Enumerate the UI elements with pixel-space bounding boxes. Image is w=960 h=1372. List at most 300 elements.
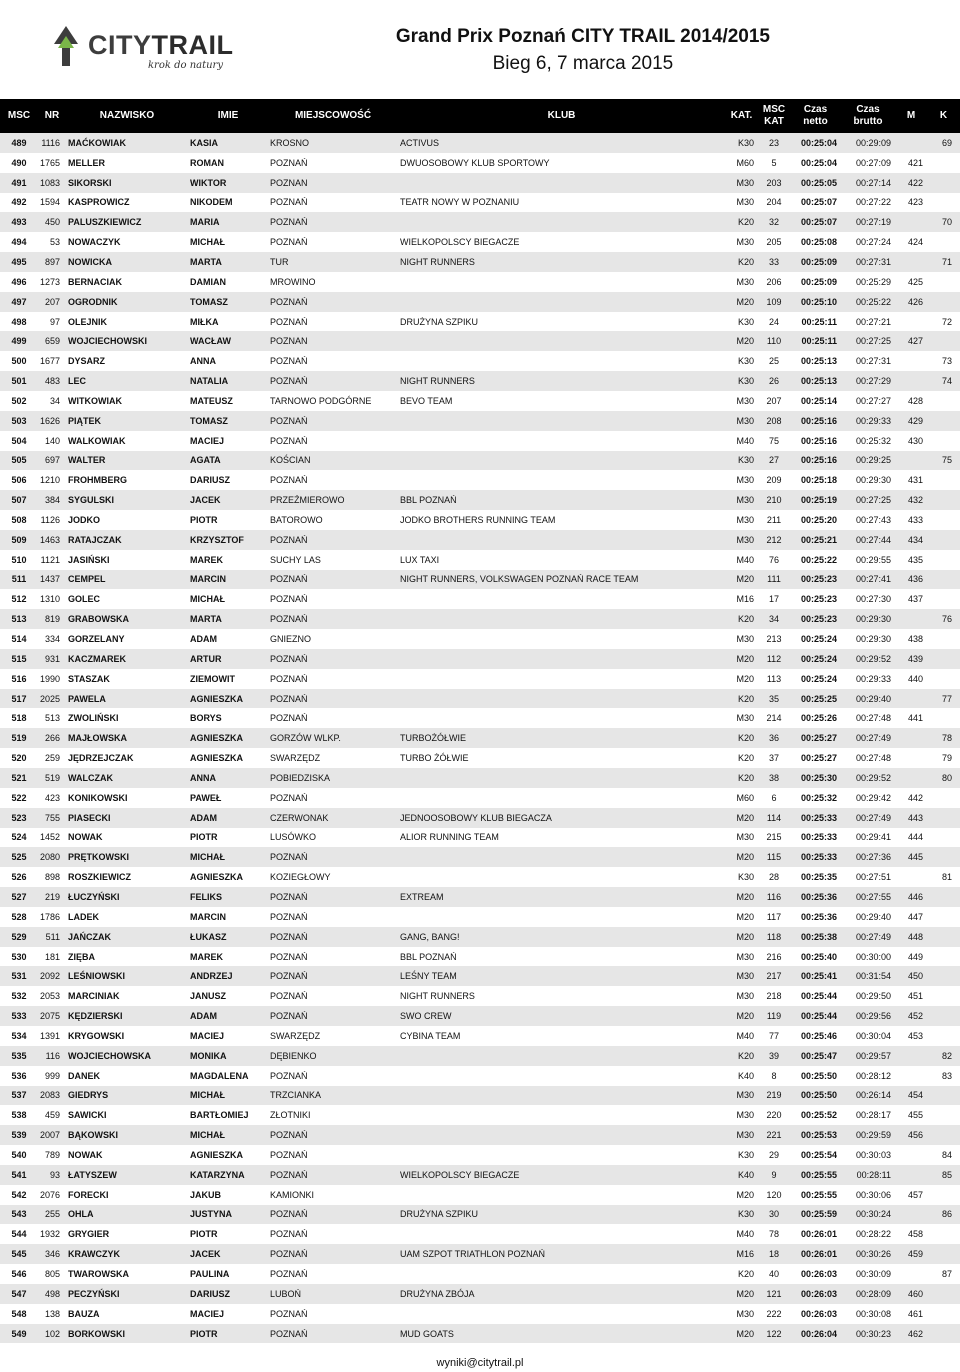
cell-bib-number: 931: [44, 653, 60, 664]
cell-gross-time: 00:29:41: [855, 832, 891, 843]
cell-surname: JODKO: [68, 514, 101, 525]
cell-category-place: 9: [771, 1169, 777, 1180]
cell-club: LEŚNY TEAM: [400, 971, 457, 982]
table-row: [0, 609, 960, 629]
cell-city: POZNAŃ: [270, 1209, 308, 1220]
cell-club: GANG, BANG!: [400, 931, 460, 942]
cell-male-place: 426: [907, 296, 923, 307]
cell-bib-number: 1126: [40, 514, 60, 525]
table-row: [0, 550, 960, 570]
cell-bib-number: 1452: [40, 832, 61, 843]
table-row: [0, 788, 960, 808]
cell-surname: WITKOWIAK: [68, 395, 122, 406]
cell-male-place: 422: [907, 177, 923, 188]
cell-category: K30: [737, 356, 754, 367]
cell-category: M30: [736, 514, 754, 525]
cell-category: M20: [736, 1328, 754, 1339]
cell-net-time: 00:25:41: [800, 971, 837, 982]
cell-gross-time: 00:27:49: [855, 931, 891, 942]
cell-club: [398, 847, 725, 867]
cell-surname: RATAJCZAK: [68, 534, 122, 545]
cell-club: ALIOR RUNNING TEAM: [400, 832, 499, 843]
cell-female-place: [927, 510, 960, 530]
table-header-row: [0, 99, 960, 133]
cell-net-time: 00:26:03: [800, 1288, 837, 1299]
cell-category: M60: [736, 157, 754, 168]
cell-surname: NOWICKA: [68, 256, 112, 267]
cell-surname: OGRODNIK: [68, 296, 118, 307]
cell-club: NIGHT RUNNERS: [400, 256, 475, 267]
cell-net-time: 00:25:14: [800, 395, 837, 406]
cell-category: M20: [736, 1011, 754, 1022]
cell-surname: KRAWCZYK: [68, 1249, 120, 1260]
cell-male-place: 448: [907, 931, 923, 942]
cell-club: MUD GOATS: [400, 1328, 454, 1339]
results-table: [0, 99, 960, 1343]
cell-male-place: 445: [907, 852, 923, 863]
cell-place: 499: [11, 336, 27, 347]
cell-first-name: MARTA: [190, 614, 222, 625]
cell-net-time: 00:25:36: [800, 891, 837, 902]
cell-category-place: 117: [766, 911, 782, 922]
cell-city: POZNAŃ: [270, 534, 308, 545]
cell-place: 507: [11, 495, 27, 506]
cell-city: SWARZĘDZ: [270, 1030, 321, 1041]
cell-club: [398, 1086, 725, 1106]
cell-first-name: MICHAŁ: [190, 1090, 225, 1101]
cell-bib-number: 513: [44, 713, 60, 724]
cell-category: K30: [737, 376, 754, 387]
cell-category: M20: [736, 296, 754, 307]
table-row: [0, 292, 960, 312]
cell-category-place: 222: [766, 1308, 782, 1319]
cell-female-place: [927, 331, 960, 351]
cell-category-place: 5: [771, 157, 777, 168]
cell-bib-number: 511: [45, 931, 60, 942]
cell-category-place: 115: [766, 852, 782, 863]
cell-city: GNIEZNO: [270, 634, 312, 645]
cell-male-place: 430: [907, 435, 923, 446]
table-row: [0, 1284, 960, 1304]
cell-female-place: [927, 153, 960, 173]
cell-category-place: 214: [766, 713, 782, 724]
cell-category: M30: [736, 971, 754, 982]
cell-surname: PECZYŃSKI: [68, 1288, 120, 1299]
cell-category: M40: [736, 435, 754, 446]
cell-category-place: 23: [768, 137, 779, 148]
cell-bib-number: 93: [49, 1169, 60, 1180]
cell-gross-time: 00:27:25: [855, 495, 891, 506]
cell-male-place: [895, 1066, 927, 1086]
cell-surname: WOJCIECHOWSKI: [68, 336, 148, 347]
cell-surname: ROSZKIEWICZ: [68, 872, 131, 883]
cell-male-place: 460: [907, 1288, 923, 1299]
cell-bib-number: 1391: [40, 1030, 61, 1041]
cell-surname: GIEDRYS: [68, 1090, 109, 1101]
logo-city: CITY: [88, 30, 152, 60]
cell-place: 546: [11, 1269, 27, 1280]
cell-surname: KĘDZIERSKI: [68, 1011, 123, 1022]
table-row: [0, 708, 960, 728]
logo-tagline: krok do natury: [148, 60, 223, 71]
cell-male-place: 424: [907, 237, 923, 248]
cell-first-name: MARTA: [190, 256, 222, 267]
cell-club: [398, 212, 725, 232]
table-row: [0, 669, 960, 689]
cell-place: 490: [11, 157, 27, 168]
cell-city: POZNAŃ: [270, 614, 308, 625]
cell-female-place: [927, 570, 960, 590]
cell-city: POZNAŃ: [270, 693, 308, 704]
cell-place: 537: [11, 1090, 27, 1101]
cell-male-place: [895, 1264, 927, 1284]
logo-wordmark: [88, 30, 234, 61]
cell-bib-number: 697: [44, 455, 60, 466]
cell-male-place: 441: [907, 713, 923, 724]
cell-net-time: 00:25:33: [800, 832, 837, 843]
cell-first-name: JAKUB: [190, 1189, 222, 1200]
cell-female-place: [927, 808, 960, 828]
cell-first-name: PIOTR: [190, 832, 218, 843]
cell-female-place: [927, 411, 960, 431]
cell-club: [398, 431, 725, 451]
cell-city: POZNAŃ: [270, 991, 308, 1002]
cell-male-place: [895, 212, 927, 232]
table-row: [0, 1264, 960, 1284]
cell-category: M30: [736, 713, 754, 724]
cell-gross-time: 00:29:25: [855, 455, 891, 466]
cell-male-place: [895, 689, 927, 709]
cell-bib-number: 1083: [40, 177, 61, 188]
cell-category: M60: [736, 792, 754, 803]
cell-city: POZNAŃ: [270, 435, 308, 446]
cell-gross-time: 00:27:21: [855, 316, 891, 327]
cell-female-place: [927, 947, 960, 967]
cell-category: K30: [737, 1209, 754, 1220]
cell-female-place: 78: [941, 733, 952, 744]
cell-place: 526: [11, 872, 27, 883]
cell-city: TRZCIANKA: [270, 1090, 322, 1101]
cell-first-name: DARIUSZ: [190, 1288, 230, 1299]
table-row: [0, 689, 960, 709]
cell-gross-time: 00:26:14: [855, 1090, 891, 1101]
cell-city: POZNAŃ: [270, 1229, 308, 1240]
cell-category-place: 40: [768, 1269, 779, 1280]
cell-place: 518: [11, 713, 27, 724]
table-row: [0, 371, 960, 391]
cell-first-name: ADAM: [190, 812, 217, 823]
cell-club: DRUŻYNA SZPIKU: [400, 1209, 479, 1220]
col-brutto-line2: brutto: [853, 116, 883, 127]
cell-first-name: AGNIESZKA: [190, 1149, 244, 1160]
cell-place: 530: [11, 951, 27, 962]
cell-bib-number: 2080: [40, 852, 61, 863]
cell-gross-time: 00:29:30: [855, 614, 891, 625]
cell-category-place: 29: [768, 1149, 779, 1160]
cell-gross-time: 00:25:22: [855, 296, 891, 307]
cell-category-place: 109: [766, 296, 782, 307]
cell-gross-time: 00:30:03: [855, 1149, 891, 1160]
cell-city: POZNAŃ: [270, 1130, 308, 1141]
cell-surname: PAWELA: [68, 693, 106, 704]
table-row: [0, 1125, 960, 1145]
cell-category-place: 112: [766, 653, 782, 664]
cell-club: [398, 292, 725, 312]
cell-first-name: DARIUSZ: [190, 475, 230, 486]
cell-place: 534: [11, 1030, 27, 1041]
cell-category-place: 216: [766, 951, 782, 962]
cell-female-place: 80: [941, 772, 952, 783]
cell-category: K30: [737, 1149, 754, 1160]
cell-category-place: 6: [771, 792, 777, 803]
cell-male-place: 438: [907, 634, 923, 645]
cell-female-place: [927, 649, 960, 669]
cell-first-name: PIOTR: [190, 1328, 218, 1339]
cell-club: DWUOSOBOWY KLUB SPORTOWY: [400, 157, 550, 168]
cell-city: POZNAN: [270, 177, 308, 188]
cell-category: M40: [736, 554, 754, 565]
cell-city: MROWINO: [270, 276, 316, 287]
cell-surname: MAJŁOWSKA: [68, 733, 127, 744]
cell-category-place: 30: [768, 1209, 779, 1220]
cell-net-time: 00:25:08: [800, 237, 837, 248]
cell-surname: JAŃCZAK: [68, 931, 112, 942]
cell-surname: BERNACIAK: [68, 276, 122, 287]
cell-club: [398, 351, 725, 371]
cell-category: M30: [736, 237, 754, 248]
cell-category-place: 204: [766, 197, 782, 208]
cell-net-time: 00:26:04: [800, 1328, 837, 1339]
cell-city: TARNOWO PODGÓRNE: [270, 395, 372, 406]
cell-male-place: 450: [907, 971, 923, 982]
cell-club: CYBINA TEAM: [400, 1030, 461, 1041]
cell-club: [398, 173, 725, 193]
table-row: [0, 470, 960, 490]
table-row: [0, 589, 960, 609]
cell-net-time: 00:25:24: [800, 653, 837, 664]
cell-bib-number: 53: [49, 237, 60, 248]
cell-place: 505: [11, 455, 27, 466]
cell-city: POZNAŃ: [270, 1070, 308, 1081]
cell-category-place: 113: [766, 673, 782, 684]
cell-first-name: PAULINA: [190, 1269, 230, 1280]
cell-city: POZNAŃ: [270, 316, 308, 327]
cell-gross-time: 00:29:40: [855, 693, 891, 704]
cell-gross-time: 00:29:55: [855, 554, 891, 565]
cell-female-place: [927, 1185, 960, 1205]
cell-female-place: [927, 986, 960, 1006]
cell-net-time: 00:25:33: [800, 812, 837, 823]
table-row: [0, 1105, 960, 1125]
cell-net-time: 00:25:50: [800, 1070, 837, 1081]
cell-club: [398, 609, 725, 629]
cell-bib-number: 805: [44, 1269, 60, 1280]
table-row: [0, 927, 960, 947]
cell-male-place: [895, 451, 927, 471]
cell-category: M20: [736, 673, 754, 684]
cell-male-place: 427: [907, 336, 923, 347]
cell-first-name: KASIA: [190, 137, 219, 148]
col-imie: IMIE: [217, 110, 239, 121]
cell-female-place: [927, 1125, 960, 1145]
cell-gross-time: 00:27:48: [855, 753, 891, 764]
table-row: [0, 966, 960, 986]
cell-club: [398, 331, 725, 351]
table-row: [0, 649, 960, 669]
cell-net-time: 00:25:13: [800, 376, 837, 387]
cell-net-time: 00:25:23: [800, 614, 837, 625]
cell-net-time: 00:25:52: [800, 1110, 837, 1121]
cell-category: K40: [737, 1070, 754, 1081]
cell-club: [398, 1046, 725, 1066]
cell-city: KROSNO: [270, 137, 310, 148]
page-title: Grand Prix Poznań CITY TRAIL 2014/2015: [395, 26, 770, 47]
cell-bib-number: 138: [44, 1308, 60, 1319]
cell-surname: ZWOLIŃSKI: [68, 713, 119, 724]
cell-place: 525: [11, 852, 27, 863]
cell-category-place: 219: [766, 1090, 782, 1101]
col-kat: KAT.: [730, 110, 753, 121]
cell-category: K20: [737, 693, 754, 704]
cell-category-place: 122: [766, 1328, 782, 1339]
cell-gross-time: 00:29:42: [855, 792, 891, 803]
cell-club: WIELKOPOLSCY BIEGACZE: [400, 1169, 520, 1180]
cell-bib-number: 102: [44, 1328, 60, 1339]
cell-bib-number: 1121: [40, 554, 60, 565]
cell-place: 539: [11, 1130, 27, 1141]
cell-bib-number: 999: [44, 1070, 60, 1081]
table-row: [0, 1205, 960, 1225]
cell-surname: SAWICKI: [68, 1110, 107, 1121]
cell-category-place: 118: [766, 931, 782, 942]
cell-category: M30: [736, 991, 754, 1002]
cell-male-place: [895, 252, 927, 272]
cell-club: TURBOŻÓŁWIE: [400, 733, 467, 744]
city-trail-logo: [48, 20, 248, 76]
cell-female-place: [927, 530, 960, 550]
cell-place: 516: [11, 673, 27, 684]
cell-first-name: MACIEJ: [190, 1030, 225, 1041]
cell-gross-time: 00:27:22: [855, 197, 891, 208]
cell-first-name: ZIEMOWIT: [190, 673, 235, 684]
cell-place: 548: [11, 1308, 27, 1319]
cell-category-place: 32: [768, 217, 779, 228]
cell-place: 512: [11, 594, 27, 605]
cell-place: 529: [11, 931, 27, 942]
table-row: [0, 510, 960, 530]
cell-net-time: 00:25:26: [800, 713, 837, 724]
col-msc-kat: [758, 99, 790, 133]
cell-female-place: [927, 1304, 960, 1324]
cell-surname: NOWACZYK: [68, 237, 121, 248]
cell-surname: ŁUCZYŃSKI: [68, 891, 120, 902]
cell-first-name: NATALIA: [190, 376, 229, 387]
cell-male-place: 429: [907, 415, 923, 426]
cell-male-place: [895, 867, 927, 887]
table-row: [0, 1046, 960, 1066]
cell-club: [398, 1224, 725, 1244]
table-row: [0, 411, 960, 431]
cell-first-name: ANNA: [190, 772, 216, 783]
cell-surname: LADEK: [68, 911, 99, 922]
table-row: [0, 1006, 960, 1026]
cell-surname: PALUSZKIEWICZ: [68, 217, 142, 228]
cell-category-place: 120: [766, 1189, 782, 1200]
cell-bib-number: 2025: [40, 693, 61, 704]
cell-category: M30: [736, 475, 754, 486]
cell-first-name: TOMASZ: [190, 415, 228, 426]
cell-city: LUBOŃ: [270, 1288, 302, 1299]
cell-first-name: FELIKS: [190, 891, 223, 902]
cell-place: 510: [11, 554, 27, 565]
cell-first-name: WACŁAW: [190, 336, 231, 347]
cell-surname: BORKOWSKI: [68, 1328, 125, 1339]
cell-first-name: JUSTYNA: [190, 1209, 233, 1220]
cell-city: POZNAŃ: [270, 197, 308, 208]
cell-first-name: PIOTR: [190, 1229, 218, 1240]
col-czas-netto: [790, 99, 841, 133]
cell-surname: KACZMAREK: [68, 653, 126, 664]
cell-surname: PIASECKI: [68, 812, 111, 823]
cell-male-place: [895, 1145, 927, 1165]
cell-category: M16: [736, 1249, 754, 1260]
cell-category: M20: [736, 1288, 754, 1299]
cell-gross-time: 00:29:30: [855, 634, 891, 645]
cell-male-place: 443: [907, 812, 923, 823]
cell-club: BEVO TEAM: [400, 395, 453, 406]
cell-place: 498: [11, 316, 27, 327]
cell-net-time: 00:26:01: [800, 1229, 837, 1240]
cell-category: M30: [736, 1308, 754, 1319]
cell-net-time: 00:25:27: [800, 733, 837, 744]
cell-surname: SYGULSKI: [68, 495, 115, 506]
cell-male-place: 435: [907, 554, 923, 565]
cell-club: EXTREAM: [400, 891, 444, 902]
cell-first-name: DAMIAN: [190, 276, 226, 287]
cell-bib-number: 2007: [40, 1130, 61, 1141]
cell-city: KAMIONKI: [270, 1189, 315, 1200]
cell-first-name: MARIA: [190, 217, 220, 228]
table-row: [0, 847, 960, 867]
cell-category: M30: [736, 534, 754, 545]
cell-category-place: 205: [766, 237, 782, 248]
table-row: [0, 768, 960, 788]
cell-place: 533: [11, 1011, 27, 1022]
cell-category-place: 34: [768, 614, 779, 625]
cell-category-place: 212: [766, 534, 782, 545]
cell-gross-time: 00:25:32: [855, 435, 891, 446]
cell-category: M20: [736, 852, 754, 863]
cell-female-place: 79: [941, 753, 952, 764]
cell-gross-time: 00:27:49: [855, 733, 891, 744]
cell-category-place: 25: [768, 356, 779, 367]
cell-net-time: 00:25:59: [800, 1209, 837, 1220]
cell-female-place: [927, 708, 960, 728]
cell-bib-number: 1677: [40, 356, 61, 367]
cell-surname: JASIŃSKI: [68, 554, 110, 565]
cell-club: DRUŻYNA SZPIKU: [400, 316, 479, 327]
cell-gross-time: 00:27:31: [855, 356, 891, 367]
cell-male-place: 432: [907, 495, 923, 506]
cell-first-name: ROMAN: [190, 157, 224, 168]
cell-female-place: [927, 589, 960, 609]
cell-first-name: MICHAŁ: [190, 237, 225, 248]
table-row: [0, 1324, 960, 1344]
cell-city: POZNAŃ: [270, 653, 308, 664]
cell-category: M20: [736, 931, 754, 942]
cell-male-place: 455: [907, 1110, 923, 1121]
cell-male-place: [895, 133, 927, 153]
